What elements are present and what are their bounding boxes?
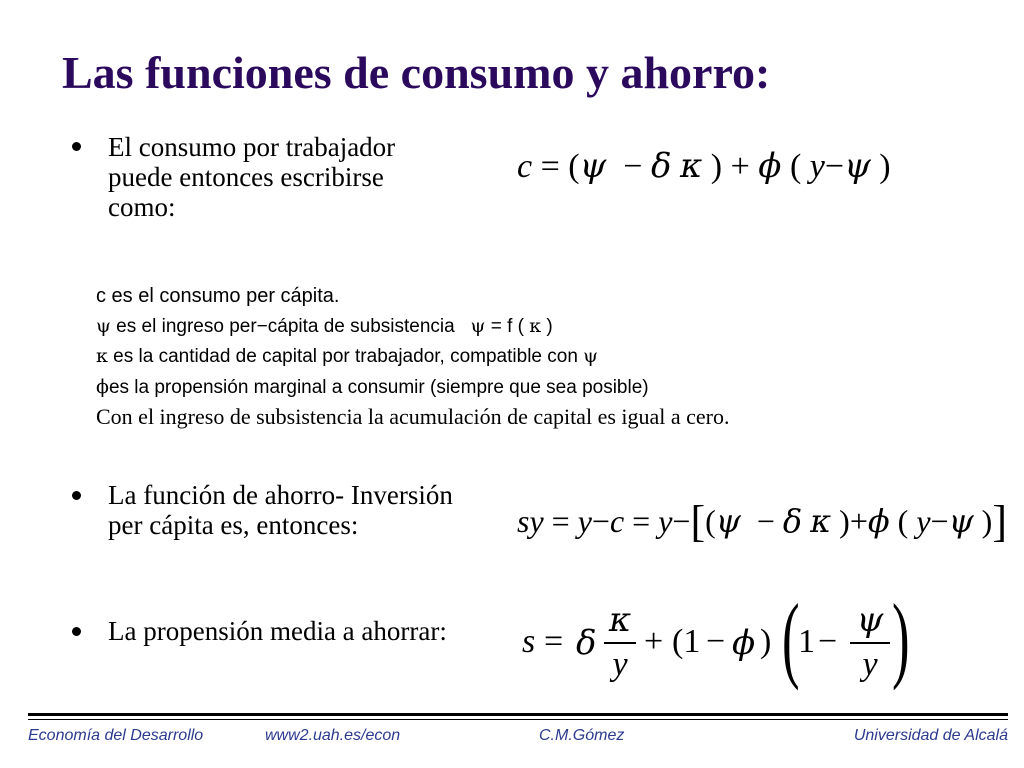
bullet-1-line-1: El consumo por trabajador: [108, 132, 396, 162]
f2-open: (: [705, 503, 716, 539]
consumption-formula: [517, 146, 891, 186]
f1-psi2: ψ: [844, 146, 871, 186]
def-phi-symbol: ϕ: [96, 376, 109, 398]
definition-phi: [96, 372, 649, 403]
f2-kappa: κ: [810, 502, 832, 540]
f3-plus: +: [644, 623, 664, 660]
footer-url: www2.uah.es/econ: [265, 727, 401, 744]
f3-close: ): [760, 623, 772, 660]
f2-open2: (: [897, 503, 909, 539]
f2-minus3: −: [756, 503, 775, 539]
f3-frac1-bar: [604, 642, 636, 644]
def-psi-symbol-2: ψ: [470, 315, 486, 337]
f2-y3: y: [916, 503, 931, 539]
f2-minus1: −: [591, 503, 610, 539]
f3-num1: κ: [608, 600, 632, 640]
average-saving-formula: [520, 584, 920, 700]
f1-open2: (: [789, 148, 802, 185]
definition-kappa: [96, 341, 598, 372]
footer-university: Universidad de Alcalá: [853, 727, 1008, 744]
f3-frac2: [850, 600, 890, 684]
f3-rparen: ): [892, 584, 910, 691]
saving-formula: [517, 496, 1007, 547]
f1-psi: ψ: [579, 146, 607, 186]
f3-s: s: [522, 623, 536, 660]
f1-open: (: [568, 148, 580, 185]
bullet-dot-3: [72, 627, 81, 636]
bullet-text-1: [108, 132, 395, 222]
bullet-dot-1: [72, 142, 81, 151]
footer-course: Economía del Desarrollo: [28, 727, 204, 744]
f1-c: c: [517, 148, 533, 185]
f3-delta: δ: [576, 623, 597, 663]
f1-close2: ): [879, 148, 891, 185]
f3-minus2: −: [818, 623, 838, 660]
f2-phi: ϕ: [867, 502, 890, 540]
def-phi-text: es la propensión marginal a consumir (siempre que sea posible): [108, 377, 649, 398]
f2-close: ): [839, 503, 850, 539]
f2-eq1: =: [551, 503, 570, 539]
f2-y2: y: [658, 503, 673, 539]
f2-plus: +: [849, 503, 868, 539]
f1-delta: δ: [650, 146, 672, 186]
f2-minus4: −: [930, 503, 949, 539]
f2-psi2: ψ: [948, 502, 974, 540]
def-psi-end: ): [541, 316, 553, 337]
definition-psi: [96, 311, 553, 342]
bullet-text-2: [108, 480, 453, 540]
f1-minus2: −: [824, 148, 845, 185]
f1-phi: ϕ: [758, 146, 782, 186]
def-kappa-symbol: κ: [529, 315, 542, 337]
f2-sy: sy: [517, 503, 544, 539]
f1-y: y: [809, 148, 825, 185]
definition-c: c es el consumo per cápita.: [96, 285, 340, 307]
f1-kappa: κ: [679, 146, 703, 186]
def-kappa-lead: κ: [96, 345, 108, 367]
f3-phi: ϕ: [732, 623, 756, 663]
f1-close: ): [710, 148, 723, 185]
bullet-1-line-3: como:: [108, 192, 176, 222]
f1-plus: +: [730, 148, 750, 185]
f3-minus1: −: [706, 623, 726, 660]
f3-one: 1: [798, 623, 815, 660]
f2-close2: ): [981, 503, 993, 539]
f3-den1: y: [612, 646, 628, 683]
f2-lbracket: [: [690, 497, 706, 546]
bullet-2-line-2: per cápita es, entonces:: [108, 510, 359, 540]
f3-den2: y: [862, 646, 878, 683]
f3-eq: =: [544, 623, 564, 660]
f2-delta: δ: [782, 502, 803, 540]
f2-eq2: =: [632, 503, 651, 539]
f1-eq: =: [540, 148, 560, 185]
footer-rule-thick: [28, 713, 1008, 716]
f2-y1: y: [577, 503, 592, 539]
footer-author: C.M.Gómez: [539, 727, 625, 744]
f3-lparen: (: [782, 584, 800, 691]
f2-c: c: [609, 503, 625, 539]
f3-frac2-bar: [850, 642, 890, 644]
def-kappa-psi: ψ: [583, 345, 599, 367]
bullet-2-line-1: La función de ahorro- Inversión: [108, 480, 453, 510]
definition-subsistence: Con el ingreso de subsistencia la acumulación de capital es igual a cero.: [96, 404, 730, 429]
def-kappa-text: es la cantidad de capital por trabajador, compatible con: [107, 346, 584, 367]
def-psi-text: es el ingreso per−cápita de subsistencia: [110, 316, 471, 337]
f1-minus: −: [623, 148, 643, 185]
f2-minus2: −: [672, 503, 691, 539]
footer-rule-thin: [28, 719, 1008, 720]
def-psi-symbol: ψ: [96, 315, 111, 337]
f2-psi: ψ: [715, 502, 741, 540]
bullet-dot-2: [72, 491, 81, 500]
slide-title: Las funciones de consumo y ahorro:: [62, 47, 771, 98]
f3-frac1: [604, 600, 636, 684]
f2-rbracket: ]: [992, 497, 1007, 546]
f3-open: (1: [672, 623, 701, 660]
f3-num2: ψ: [856, 600, 884, 640]
bullet-1-line-2: puede entonces escribirse: [108, 162, 384, 192]
bullet-text-3: La propensión media a ahorrar:: [108, 616, 447, 646]
def-psi-eq: = f (: [485, 316, 530, 337]
